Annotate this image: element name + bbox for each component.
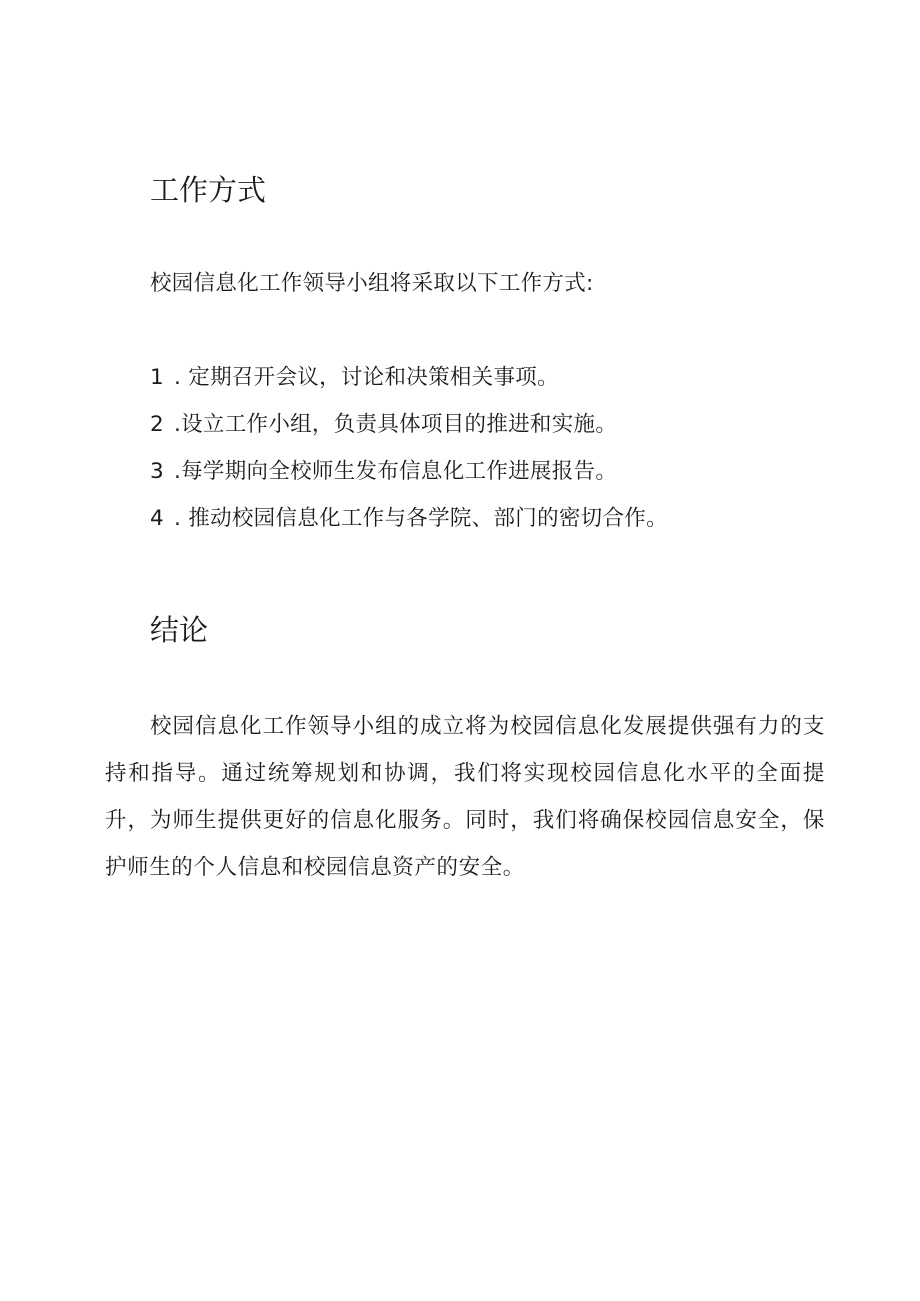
intro-text: 校园信息化工作领导小组将采取以下工作方式: <box>150 271 594 296</box>
list-item-number: 3 <box>150 459 164 484</box>
conclusion-paragraph: 校园信息化工作领导小组的成立将为校园信息化发展提供强有力的支持和指导。通过统筹规划和协调，我们将实现校园信息化水平的全面提升，为师生提供更好的信息化服务。同时，我们将确保校园信息安全，保护师生的个人信息和校园信息资产的安全。 <box>105 714 825 880</box>
list-item-text: .每学期向全校师生发布信息化工作进展报告。 <box>174 459 618 484</box>
section-heading-conclusion: 结论 <box>150 613 209 647</box>
list-item-number: 1 <box>150 365 164 390</box>
section-heading-work-methods: 工作方式 <box>150 173 267 207</box>
list-item-text: . 推动校园信息化工作与各学院、部门的密切合作。 <box>174 506 668 531</box>
list-item-text: . 定期召开会议，讨论和决策相关事项。 <box>174 365 559 390</box>
list-item <box>150 360 668 407</box>
list-item <box>150 454 668 501</box>
list-item <box>150 407 668 454</box>
list-item-number: 4 <box>150 506 164 531</box>
work-methods-list <box>150 360 668 548</box>
list-item-text: .设立工作小组，负责具体项目的推进和实施。 <box>174 412 618 437</box>
list-item-number: 2 <box>150 412 164 437</box>
list-item <box>150 501 668 548</box>
